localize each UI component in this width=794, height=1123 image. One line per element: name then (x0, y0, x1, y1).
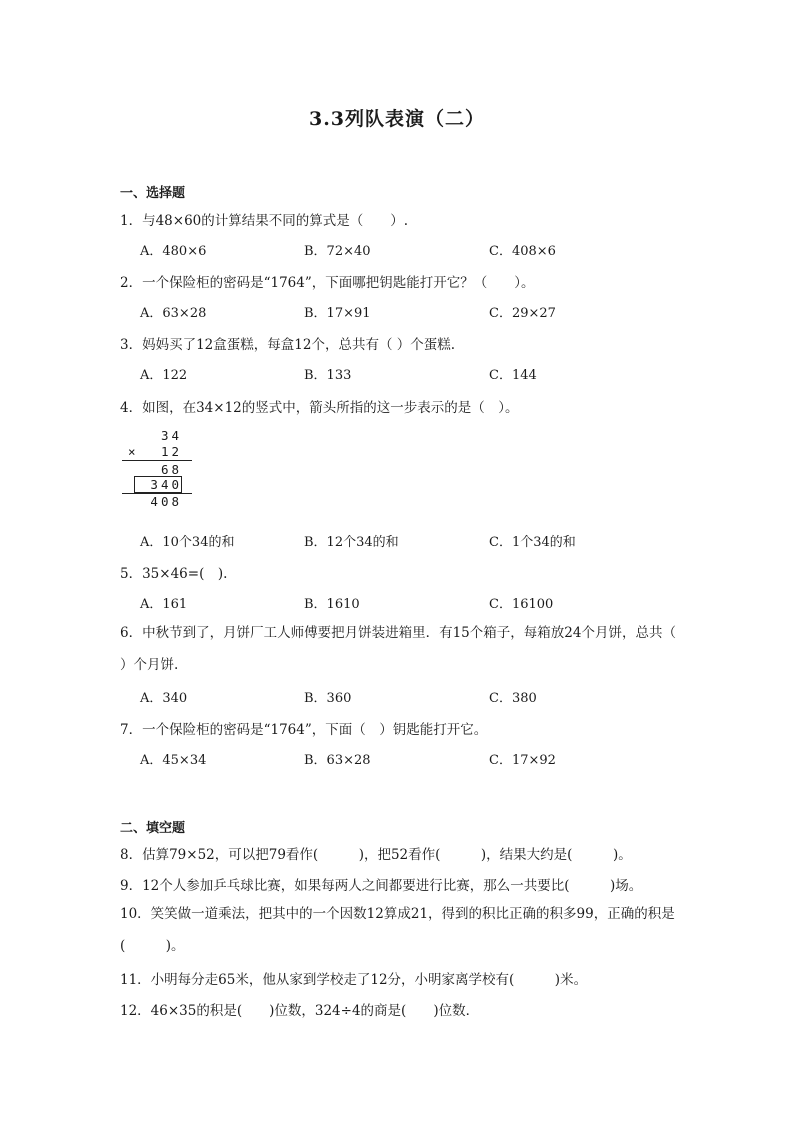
section-choice-heading: 一、选择题 (120, 186, 186, 201)
question-2-option-b: B．17×91 (304, 306, 371, 321)
question-4: 4．如图，在34×12的竖式中，箭头所指的这一步表示的是（ ）。 (120, 400, 519, 416)
figure-partial-product-1: 68 (160, 462, 182, 477)
question-7-option-a: A．45×34 (140, 753, 207, 768)
question-12: 12．46×35的积是( )位数，324÷4的商是( )位数． (120, 1003, 480, 1019)
question-4-option-b: B．12个34的和 (304, 535, 399, 550)
figure-product: 408 (150, 494, 182, 509)
question-6-option-b: B．360 (304, 691, 352, 706)
question-5-option-b: B．1610 (304, 597, 360, 612)
figure-multiplicand: 34 (160, 428, 182, 443)
question-3-option-b: B．133 (304, 368, 352, 383)
figure-rule-1 (122, 460, 192, 461)
vertical-multiplication-figure (118, 426, 198, 512)
question-4-option-c: C．1个34的和 (489, 535, 576, 550)
question-3-option-c: C．144 (489, 368, 537, 383)
question-5-option-c: C．16100 (489, 597, 554, 612)
figure-multiplier: 12 (160, 444, 182, 459)
question-3-option-a: A．122 (140, 368, 188, 383)
question-1-option-a: A．480×6 (140, 244, 207, 259)
question-7-option-b: B．63×28 (304, 753, 371, 768)
question-10: 10．笑笑做一道乘法，把其中的一个因数12算成21，得到的积比正确的积多99，正确的积是( )。 (120, 906, 675, 954)
figure-times-sign: × (128, 444, 139, 459)
question-6-option-c: C．380 (489, 691, 537, 706)
question-8: 8．估算79×52，可以把79看作( )，把52看作( )，结果大约是( )。 (120, 847, 632, 863)
question-5-option-a: A．161 (140, 597, 188, 612)
question-11: 11．小明每分走65米，他从家到学校走了12分，小明家离学校有( )米。 (120, 972, 588, 988)
question-2-option-a: A．63×28 (140, 306, 207, 321)
question-3: 3．妈妈买了12盒蛋糕，每盒12个，总共有（ ）个蛋糕. (120, 337, 456, 353)
question-2-option-c: C．29×27 (489, 306, 556, 321)
question-1-option-c: C．408×6 (489, 244, 556, 259)
question-5: 5．35×46=( ). (120, 566, 228, 582)
page-title: 3.3列队表演（二） (308, 108, 486, 130)
question-4-option-a: A．10个34的和 (140, 535, 235, 550)
question-7: 7．一个保险柜的密码是“1764”，下面（ ）钥匙能打开它。 (120, 722, 488, 738)
question-1: 1．与48×60的计算结果不同的算式是（ ）. (120, 213, 409, 229)
question-9: 9．12个人参加乒乓球比赛，如果每两人之间都要进行比赛，那么一共要比( )场。 (120, 878, 643, 894)
question-1-option-b: B．72×40 (304, 244, 371, 259)
figure-partial-product-2: 340 (150, 477, 182, 492)
question-2: 2．一个保险柜的密码是“1764”，下面哪把钥匙能打开它？（ ）。 (120, 275, 535, 291)
question-6: 6．中秋节到了，月饼厂工人师傅要把月饼装进箱里．有15个箱子，每箱放24个月饼，总共（ ）个月饼. (120, 625, 676, 673)
question-7-option-c: C．17×92 (489, 753, 556, 768)
section-fill-heading: 二、填空题 (120, 821, 186, 836)
question-6-option-a: A．340 (140, 691, 188, 706)
